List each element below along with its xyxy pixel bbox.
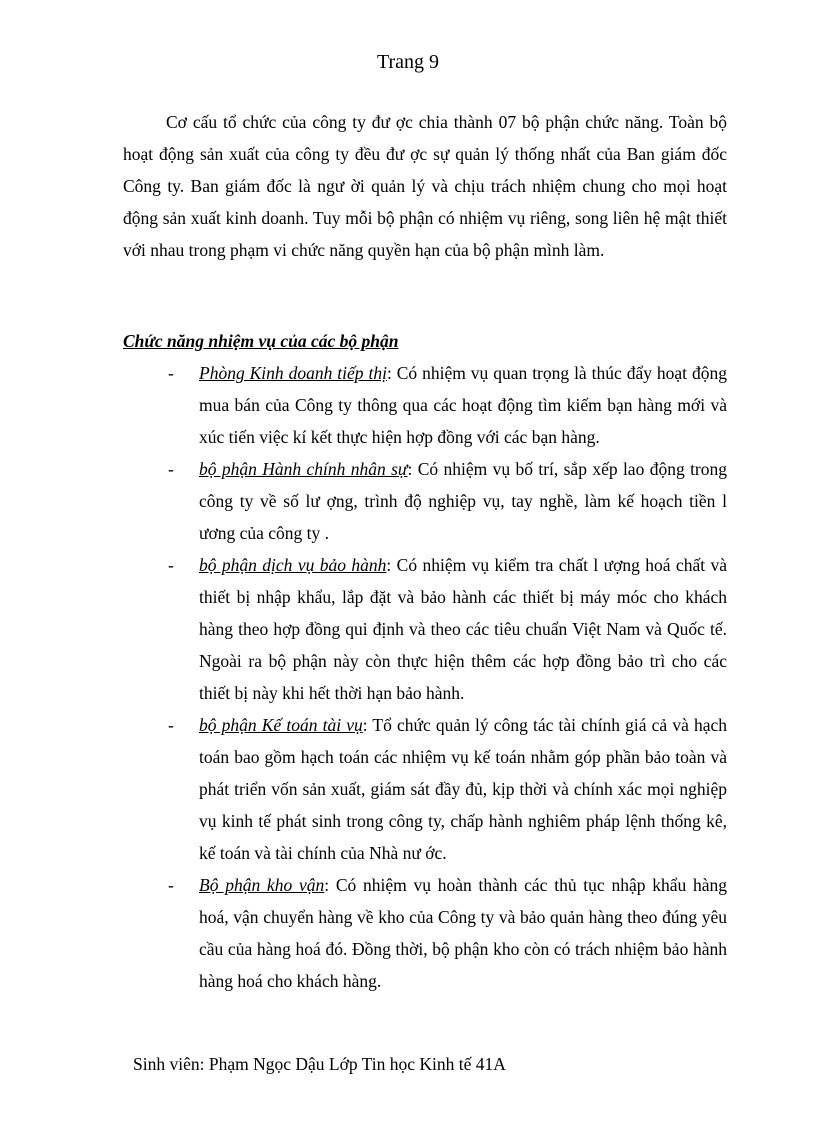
- footer-student-info: Sinh viên: Phạm Ngọc Dậu Lớp Tin học Kinh tế 41A: [133, 1054, 506, 1074]
- department-name: Phòng Kinh doanh tiếp thị: [199, 363, 387, 383]
- section-heading: Chức năng nhiệm vụ của các bộ phận: [123, 331, 399, 351]
- list-item: [168, 357, 727, 453]
- department-name: bộ phận dịch vụ bảo hành: [199, 555, 387, 575]
- department-description: : Có nhiệm vụ quan trọng là thúc đẩy hoạt động mua bán của Công ty thông qua các hoạt động tìm kiếm bạn hàng mới và xúc tiến việc kí kết thực hiện hợp đồng với các bạn hàng.: [199, 363, 727, 447]
- department-description: : Có nhiệm vụ hoàn thành các thủ tục nhập khẩu hàng hoá, vận chuyển hàng về kho của Công ty và bảo quản hàng theo đúng yêu cầu của hàng hoá đó. Đồng thời, bộ phận kho còn có trách nhiệm bảo hành hàng hoá cho khách hàng.: [199, 875, 727, 991]
- bullet-dash: -: [168, 715, 174, 735]
- bullet-dash: -: [168, 555, 174, 575]
- bullet-dash: -: [168, 459, 174, 479]
- list-item: [168, 549, 727, 709]
- department-list: [168, 357, 727, 997]
- intro-paragraph: Cơ cấu tổ chức của công ty đư ợc chia thành 07 bộ phận chức năng. Toàn bộ hoạt động sản xuất của công ty đều đư ợc sự quản lý thống nhất của Ban giám đốc Công ty. Ban giám đốc là ngư ời quản lý và chịu trách nhiệm chung cho mọi hoạt động sản xuất kinh doanh. Tuy mỗi bộ phận có nhiệm vụ riêng, song liên hệ mật thiết với nhau trong phạm vi chức năng quyền hạn của bộ phận mình làm.: [123, 112, 727, 260]
- page-number: Trang 9: [376, 51, 440, 73]
- department-name: bộ phận Hành chính nhân sự: [199, 459, 408, 479]
- department-description: : Tổ chức quản lý công tác tài chính giá cả và hạch toán bao gồm hạch toán các nhiệm vụ kế toán nhằm góp phần bảo toàn và phát triển vốn sản xuất, giám sát đầy đủ, kịp thời và chính xác mọi nghiệp vụ kinh tế phát sinh trong công ty, chấp hành nghiêm pháp lệnh thống kê, kế toán và tài chính của Nhà nư ớc.: [199, 715, 728, 863]
- intro-section: [123, 106, 727, 266]
- bullet-dash: -: [168, 363, 174, 383]
- department-description: : Có nhiệm vụ kiểm tra chất l ượng hoá chất và thiết bị nhập khẩu, lắp đặt và bảo hành các thiết bị máy móc cho khách hàng theo hợp đồng qui định và theo các tiêu chuẩn Việt Nam và Quốc tế. Ngoài ra bộ phận này còn thực hiện thêm các hợp đồng bảo trì cho các thiết bị này khi hết thời hạn bảo hành.: [199, 555, 728, 703]
- list-item: [168, 453, 727, 549]
- bullet-dash: -: [168, 875, 174, 895]
- department-name: bộ phận Kế toán tài vụ: [199, 715, 363, 735]
- list-item: [168, 709, 727, 869]
- list-item: [168, 869, 727, 997]
- department-name: Bộ phận kho vận: [199, 875, 325, 895]
- department-description: : Có nhiệm vụ bố trí, sắp xếp lao động trong công ty về số lư ợng, trình độ nghiệp vụ, tay nghề, làm kế hoạch tiền l ương của công ty .: [199, 459, 728, 543]
